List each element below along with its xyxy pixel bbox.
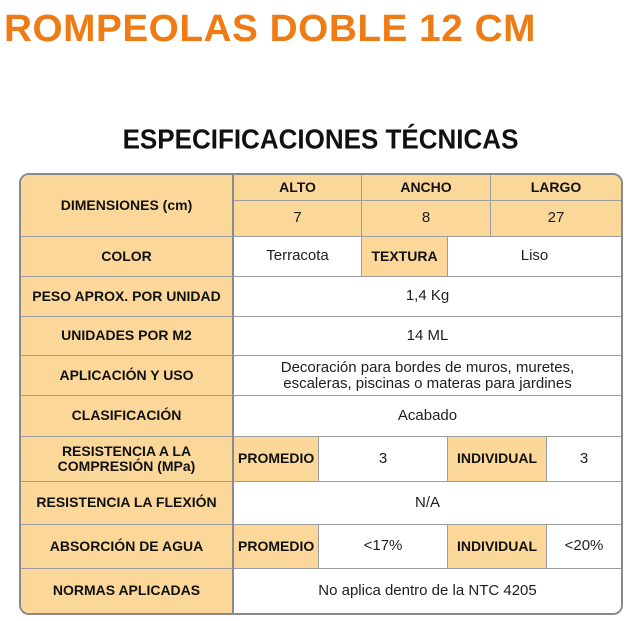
unidades-label: UNIDADES POR M2 (21, 317, 234, 356)
page-title: ROMPEOLAS DOBLE 12 CM (4, 8, 536, 50)
absorcion-promedio-label: PROMEDIO (234, 525, 319, 569)
absorcion-promedio-value: <17% (319, 525, 448, 569)
flexion-label: RESISTENCIA LA FLEXIÓN (21, 482, 234, 525)
compresion-individual-value: 3 (547, 437, 621, 481)
clasificacion-label: CLASIFICACIÓN (21, 396, 234, 437)
aplicacion-line-1: Decoración para bordes de muros, muretes, (280, 358, 575, 376)
aplicacion-line-2: escaleras, piscinas o materas para jardines (283, 374, 572, 392)
largo-value: 27 (491, 201, 621, 237)
compresion-promedio-value: 3 (319, 437, 448, 482)
dimensiones-label: DIMENSIONES (cm) (21, 175, 234, 237)
absorcion-individual-cell (448, 525, 621, 569)
unidades-value: 14 ML (234, 317, 621, 356)
absorcion-individual-value: <20% (547, 525, 621, 568)
color-label: COLOR (21, 237, 234, 277)
absorcion-label: ABSORCIÓN DE AGUA (21, 525, 234, 569)
compresion-label-line-1: RESISTENCIA A LA (61, 443, 192, 460)
specifications-table (19, 173, 623, 615)
ancho-header: ANCHO (362, 175, 491, 201)
largo-header: LARGO (491, 175, 621, 201)
section-heading: ESPECIFICACIONES TÉCNICAS (122, 122, 519, 156)
alto-value: 7 (234, 201, 362, 237)
aplicacion-label: APLICACIÓN Y USO (21, 356, 234, 396)
color-value: Terracota (234, 237, 362, 277)
absorcion-individual-label: INDIVIDUAL (448, 525, 547, 568)
normas-value: No aplica dentro de la NTC 4205 (234, 569, 621, 613)
textura-value: Liso (448, 237, 621, 277)
alto-header: ALTO (234, 175, 362, 201)
compresion-label-line-2: COMPRESIÓN (MPa) (57, 458, 196, 474)
flexion-value: N/A (234, 482, 621, 525)
aplicacion-value (234, 356, 621, 396)
compresion-promedio-label: PROMEDIO (234, 437, 319, 482)
peso-value: 1,4 Kg (234, 277, 621, 317)
compresion-individual-label-text: INDIVIDUAL (448, 437, 547, 481)
normas-label: NORMAS APLICADAS (21, 569, 234, 613)
ancho-value: 8 (362, 201, 491, 237)
compresion-individual-label (448, 437, 621, 482)
compresion-label (21, 437, 234, 482)
peso-label: PESO APROX. POR UNIDAD (21, 277, 234, 317)
clasificacion-value: Acabado (234, 396, 621, 437)
textura-label: TEXTURA (362, 237, 448, 277)
